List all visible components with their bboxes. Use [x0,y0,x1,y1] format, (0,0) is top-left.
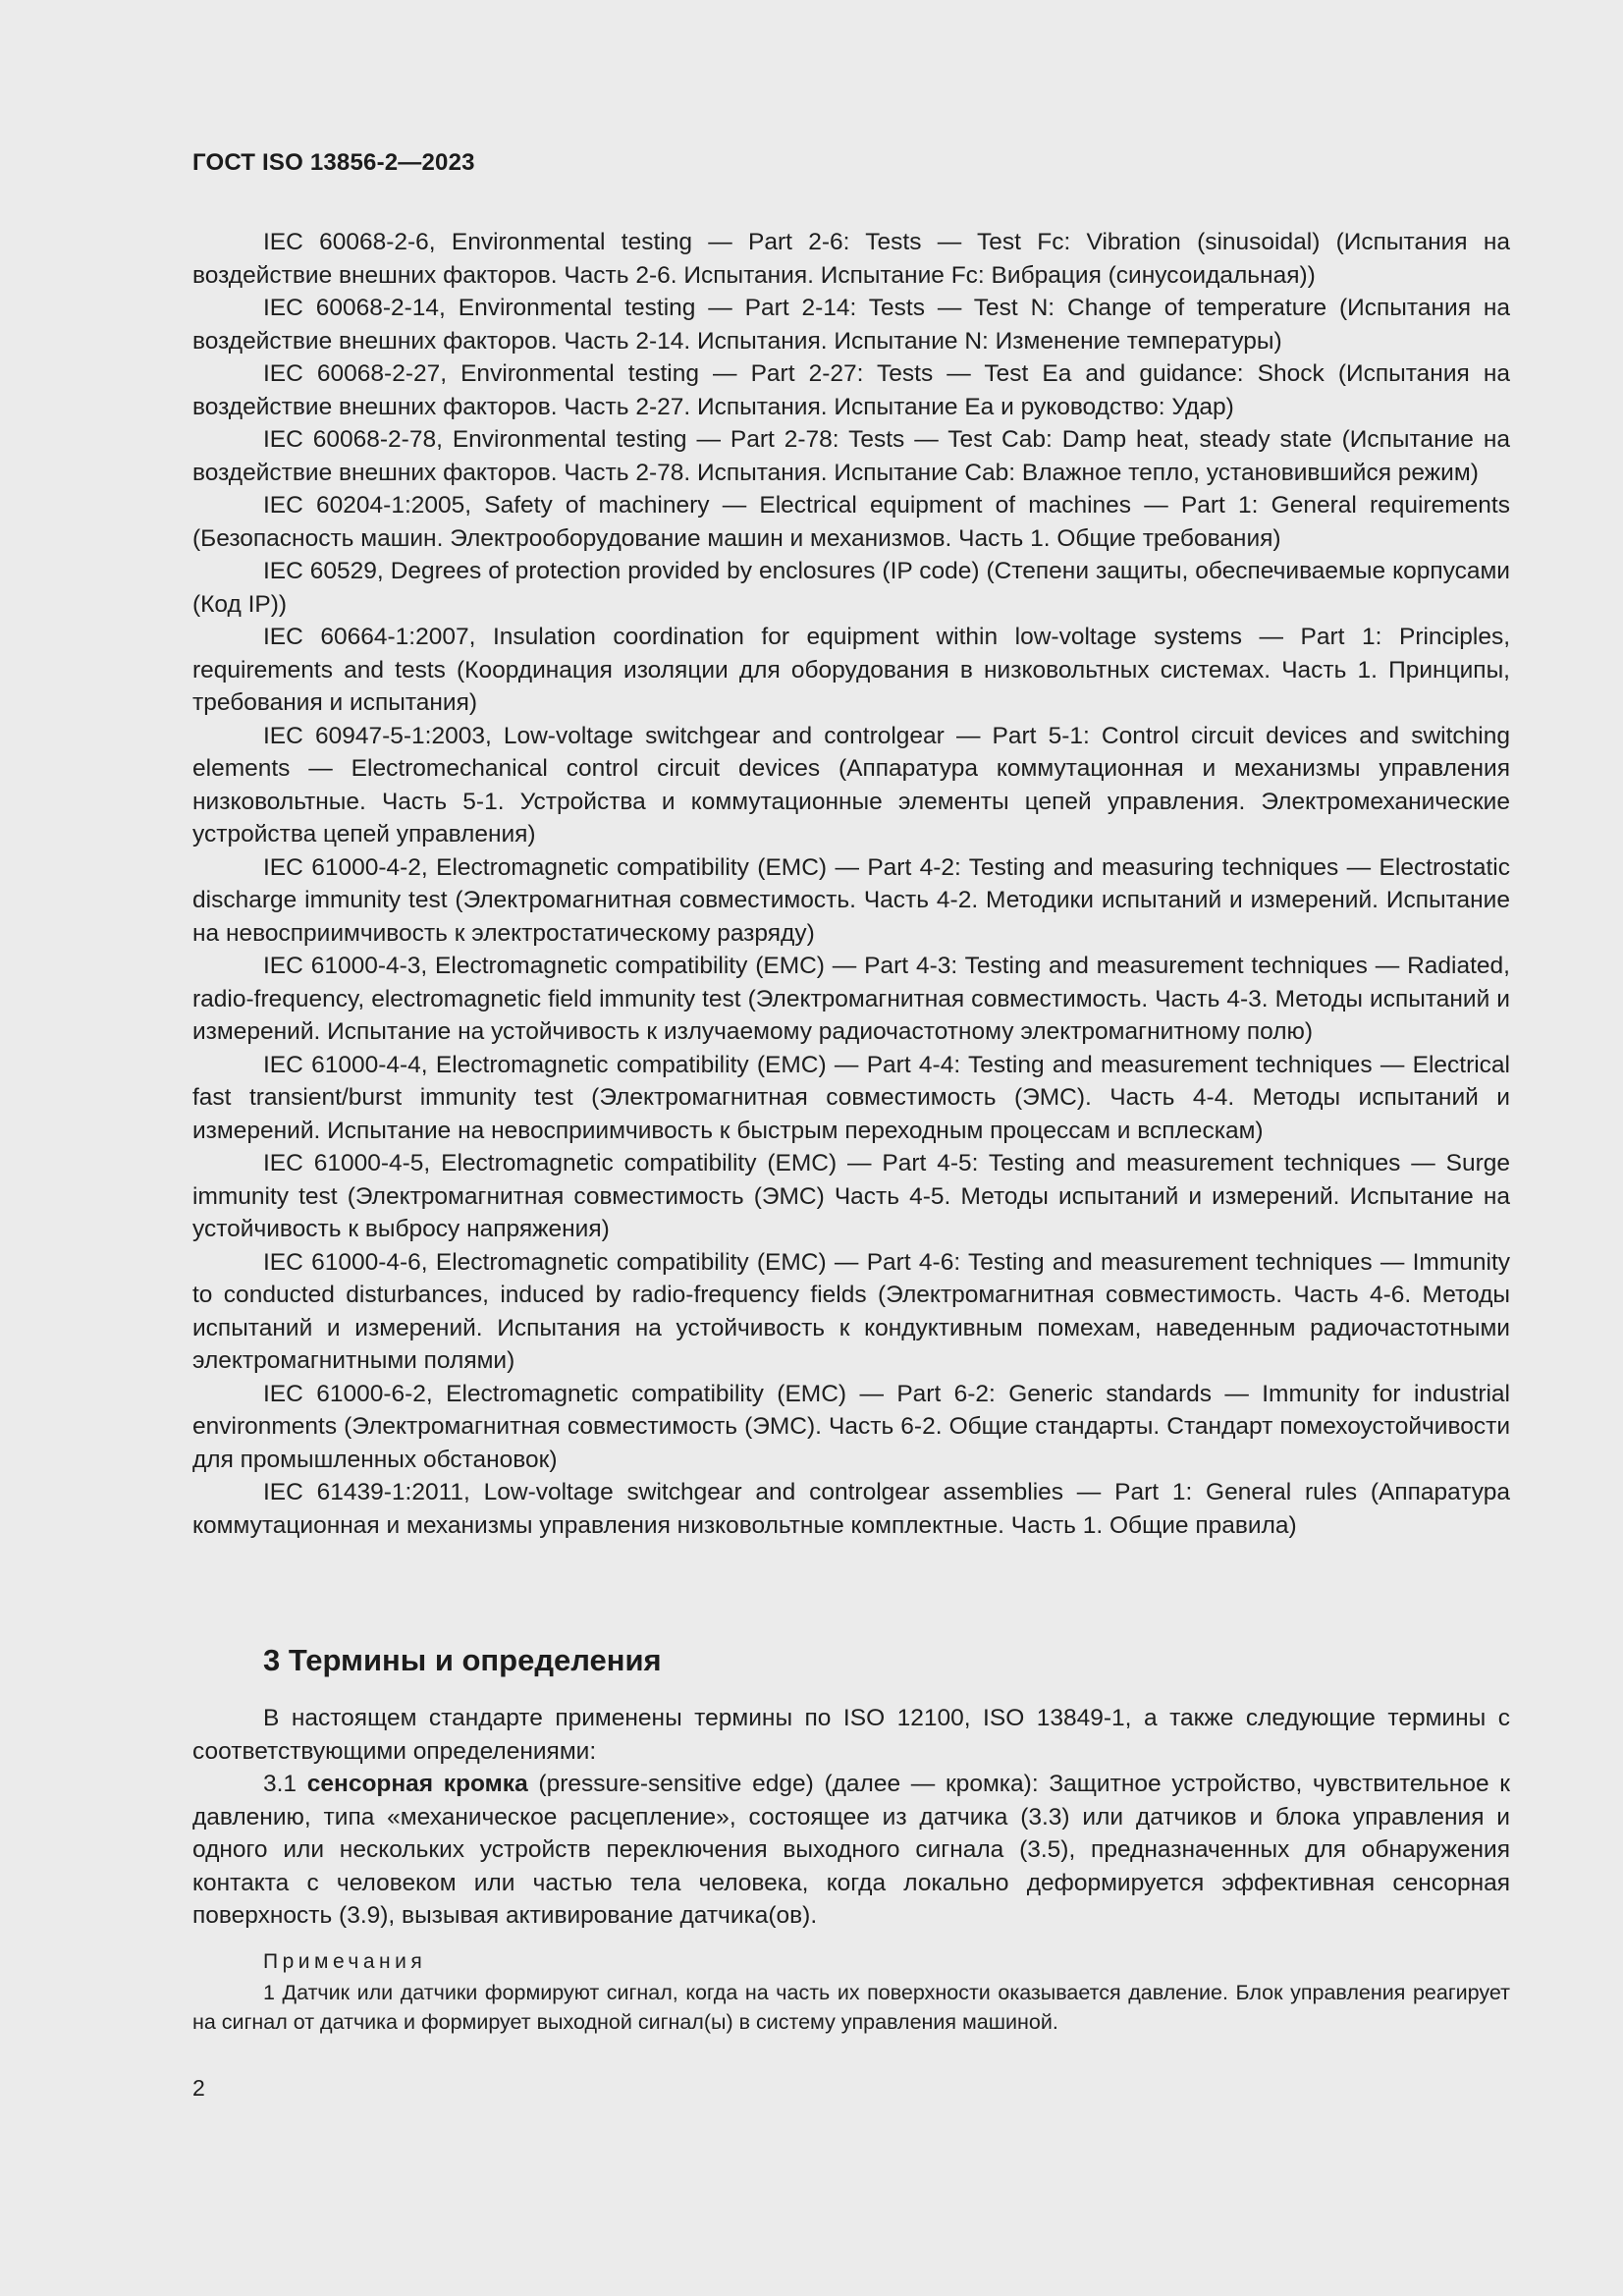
note-item: 1 Датчик или датчики формируют сигнал, когда на часть их поверхности оказывается давление. Блок управления реагирует на сигнал от датчика и формирует выходной сигнал(ы) в систему управления машиной. [192,1981,1510,2034]
section-body [192,1702,1510,1933]
page-number: 2 [192,2075,205,2101]
notes-heading: Примечания [263,1950,427,1973]
reference-entry: IEC 60068-2-78, Environmental testing — Part 2-78: Tests — Test Cab: Damp heat, steady state (Испытание на воздействие внешних факторов. Часть 2-78. Испытания. Испытание Cab: Влажное тепло, установившийся режим) [192,426,1510,486]
section-intro: В настоящем стандарте применены термины по ISO 12100, ISO 13849-1, а также следующие термины с соответствующими определениями: [192,1705,1510,1765]
reference-entry: IEC 60204-1:2005, Safety of machinery — Electrical equipment of machines — Part 1: General requirements (Безопасность машин. Электрооборудование машин и механизмов. Часть 1. Общие требования) [192,492,1510,552]
reference-entry: IEC 61000-4-5, Electromagnetic compatibility (EMC) — Part 4-5: Testing and measurement techniques — Surge immunity test (Электромагнитная совместимость (ЭМС) Часть 4-5. Методы испытаний и измерений. Испытание на устойчивость к выбросу напряжения) [192,1150,1510,1242]
document-header: ГОСТ ISO 13856-2—2023 [192,149,475,176]
reference-entry: IEC 61000-6-2, Electromagnetic compatibility (EMC) — Part 6-2: Generic standards — Immunity for industrial environments (Электромагнитная совместимость (ЭМС). Часть 6-2. Общие стандарты. Стандарт помехоустойчивости для промышленных обстановок) [192,1380,1510,1473]
reference-entry: IEC 61000-4-4, Electromagnetic compatibility (EMC) — Part 4-4: Testing and measurement techniques — Electrical fast transient/burst immunity test (Электромагнитная совместимость (ЭМС). Часть 4-4. Методы испытаний и измерений. Испытание на невосприимчивость к быстрым переходным процессам и всплескам) [192,1051,1510,1144]
term-number: 3.1 [263,1771,298,1797]
term-definition-text: (pressure-sensitive edge) (далее — кромка): Защитное устройство, чувствительное к давлению, типа «механическое расцепление», состоящее из датчика (3.3) или датчиков и блока управления и одного или нескольких устройств переключения выходного сигнала (3.5), предназначенных для обнаружения контакта с человеком или частью тела человека, когда локально деформируется эффективная сенсорная поверхность (3.9), вызывая активирование датчика(ов). [192,1771,1511,1929]
section-heading: 3 Термины и определения [263,1643,662,1677]
reference-entry: IEC 61439-1:2011, Low-voltage switchgear and controlgear assemblies — Part 1: General rules (Аппаратура коммутационная и механизмы управления низковольтные комплектные. Часть 1. Общие правила) [192,1479,1510,1539]
reference-entry: IEC 61000-4-6, Electromagnetic compatibility (EMC) — Part 4-6: Testing and measurement techniques — Immunity to conducted disturbances, induced by radio-frequency fields (Электромагнитная совместимость. Часть 4-6. Методы испытаний и измерений. Испытания на устойчивость к кондуктивным помехам, наведенным радиочастотными электромагнитными полями) [192,1248,1510,1374]
notes-block [192,1948,1510,2037]
reference-entry: IEC 60947-5-1:2003, Low-voltage switchgear and controlgear — Part 5-1: Control circuit devices and switching elements — Electromechanical control circuit devices (Аппаратура коммутационная и механизмы управления низковольтные. Часть 5-1. Устройства и коммутационные элементы цепей управления. Электромеханические устройства цепей управления) [192,722,1510,847]
reference-entry: IEC 60068-2-27, Environmental testing — Part 2-27: Tests — Test Ea and guidance: Shock (Испытания на воздействие внешних факторов. Часть 2-27. Испытания. Испытание Еа и руководство: Удар) [192,360,1510,420]
reference-entry: IEC 60529, Degrees of protection provided by enclosures (IP code) (Степени защиты, обеспечиваемые корпусами (Код IP)) [192,558,1510,618]
reference-entry: IEC 61000-4-2, Electromagnetic compatibility (EMC) — Part 4-2: Testing and measuring techniques — Electrostatic discharge immunity test (Электромагнитная совместимость. Часть 4-2. Методики испытаний и измерений. Испытание на невосприимчивость к электростатическому разряду) [192,853,1510,947]
term-definition [192,1768,1510,1933]
reference-entry: IEC 61000-4-3, Electromagnetic compatibility (EMC) — Part 4-3: Testing and measurement techniques — Radiated, radio-frequency, electromagnetic field immunity test (Электромагнитная совместимость. Часть 4-3. Методы испытаний и измерений. Испытание на устойчивость к излучаемому радиочастотному электромагнитному полю) [192,953,1510,1045]
reference-entry: IEC 60068-2-14, Environmental testing — Part 2-14: Tests — Test N: Change of temperature (Испытания на воздействие внешних факторов. Часть 2-14. Испытания. Испытание N: Изменение температуры) [192,295,1510,355]
normative-references-list [192,226,1510,1542]
reference-entry: IEC 60068-2-6, Environmental testing — Part 2-6: Tests — Test Fc: Vibration (sinusoidal) (Испытания на воздействие внешних факторов. Часть 2-6. Испытания. Испытание Fc: Вибрация (синусоидальная)) [192,229,1510,289]
reference-entry: IEC 60664-1:2007, Insulation coordination for equipment within low-voltage systems — Part 1: Principles, requirements and tests (Координация изоляции для оборудования в низковольтных системах. Часть 1. Принципы, требования и испытания) [192,624,1510,716]
term-name: сенсорная кромка [306,1771,528,1797]
